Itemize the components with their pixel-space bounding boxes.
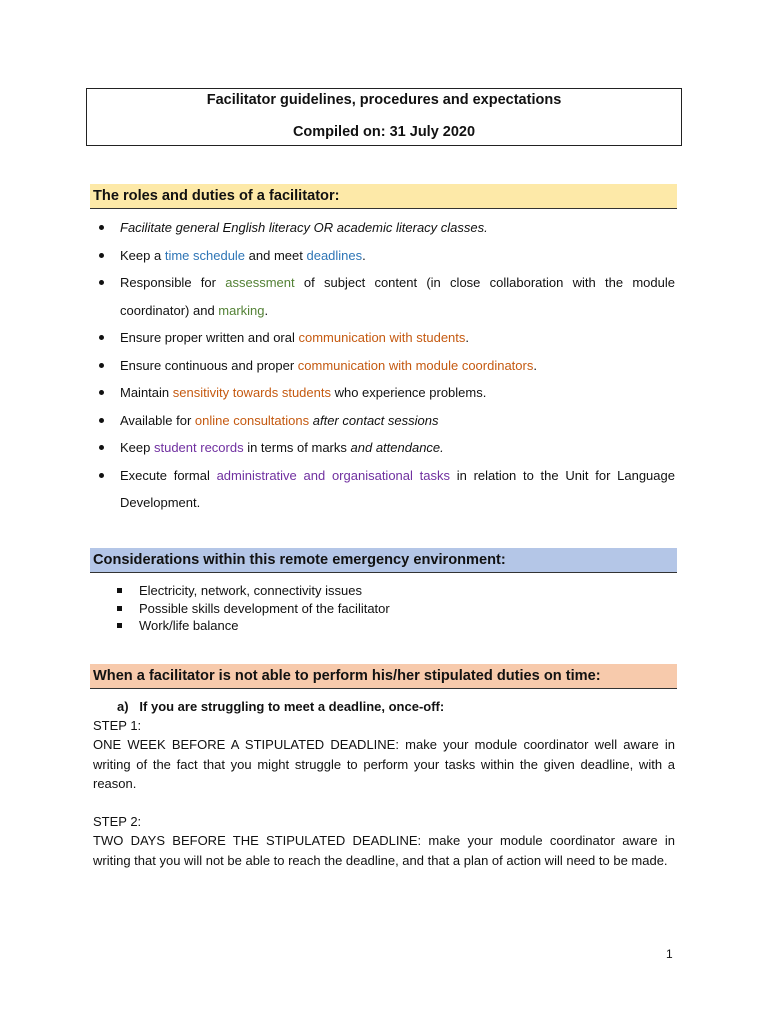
remote-environment-heading: Considerations within this remote emergency environment: [90,548,677,573]
roles-duties-list [98,214,675,517]
document-title: Facilitator guidelines, procedures and expectations [206,92,562,108]
list-item: Execute formal administrative and organisational tasks in relation to the Unit for Language Development. [98,462,675,517]
list-item: Possible skills development of the facilitator [116,600,656,618]
sub-heading-marker: a) [117,699,129,714]
list-item: Electricity, network, connectivity issues [116,582,656,600]
list-item: Keep student records in terms of marks and attendance. [98,434,675,462]
list-item: Work/life balance [116,617,656,635]
list-item: Facilitate general English literacy OR academic literacy classes. [98,214,675,242]
list-item: Available for online consultations after contact sessions [98,407,675,435]
list-item: Keep a time schedule and meet deadlines. [98,242,675,270]
step-2-text: TWO DAYS BEFORE THE STIPULATED DEADLINE: make your module coordinator aware in writing that you will not be able to reach the deadline, and that a plan of action will need to be made. [93,833,675,868]
list-item: Responsible for assessment of subject content (in close collaboration with the module coordinator) and marking. [98,269,675,324]
sub-heading-text: If you are struggling to meet a deadline, once-off: [139,699,445,714]
list-item: Ensure continuous and proper communication with module coordinators. [98,352,675,380]
step-1-label: STEP 1: [93,718,142,733]
unable-to-perform-heading: When a facilitator is not able to perform his/her stipulated duties on time: [90,664,677,689]
list-item: Maintain sensitivity towards students who experience problems. [98,379,675,407]
remote-environment-list [116,582,656,635]
step-1-text: ONE WEEK BEFORE A STIPULATED DEADLINE: make your module coordinator well aware in writing of the fact that you might struggle to perform your tasks within the given deadline, with a reason. [93,737,675,792]
page-number: 1 [666,947,673,961]
sub-heading-a [117,698,444,716]
list-item: Ensure proper written and oral communication with students. [98,324,675,352]
roles-duties-heading: The roles and duties of a facilitator: [90,184,677,209]
step-2-block [93,812,675,870]
step-2-label: STEP 2: [93,814,142,829]
title-box [86,88,682,146]
compiled-date: Compiled on: 31 July 2020 [292,124,476,140]
step-1-block [93,716,675,794]
